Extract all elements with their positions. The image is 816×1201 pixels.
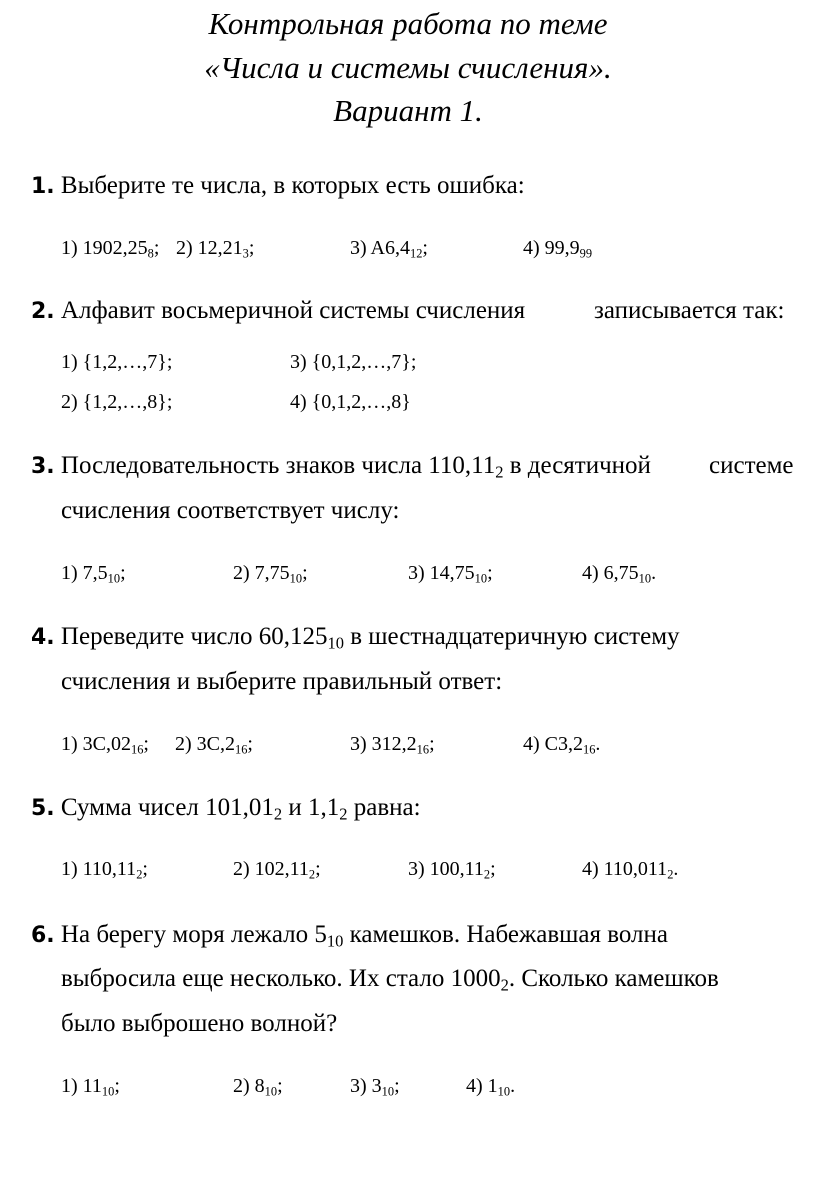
title-line-3: Вариант 1. bbox=[333, 93, 483, 128]
question-5-text bbox=[31, 794, 421, 824]
q1-answer-1: 1) $1902,25_8$; bbox=[61, 237, 160, 261]
q2-answer-1: 1) {1,2,…,7}; bbox=[61, 351, 173, 373]
q6-answer-1: 1) $11_{10}$; bbox=[61, 1075, 120, 1099]
q3-answer-2: 2) $7,75_{10}$; bbox=[233, 562, 308, 586]
q5-answer-3: 3) $100,11_2$; bbox=[408, 858, 496, 882]
question-6-text-line-3: было выброшено волной? bbox=[61, 1010, 338, 1037]
q6-answer-3: 3) $3_{10}$; bbox=[350, 1075, 400, 1099]
question-number: 5. bbox=[31, 796, 55, 821]
question-number: 1. bbox=[31, 174, 55, 199]
question-3-text-line-2: счисления соответствует числу: bbox=[61, 497, 400, 524]
q1-answer-3: 3) $A6,4_{12}$; bbox=[350, 237, 428, 261]
q4-answer-1: 1) $3C,02_{16}$; bbox=[61, 733, 149, 757]
question-number: 4. bbox=[31, 625, 55, 650]
question-4-text bbox=[31, 623, 680, 653]
question-6-text-line-2: выбросила еще несколько. Их стало $1000_2$. Сколько камешков bbox=[61, 965, 719, 995]
question-number: 6. bbox=[31, 923, 55, 948]
question-2-text-end: записывается так: bbox=[594, 297, 785, 324]
q4-answer-4: 4) $C3,2_{16}$. bbox=[523, 733, 601, 757]
title-line-2: «Числа и системы счисления». bbox=[204, 50, 612, 85]
question-text: Последовательность знаков числа $110,11_2$ в десятичной bbox=[60, 452, 651, 482]
q6-answer-2: 2) $8_{10}$; bbox=[233, 1075, 283, 1099]
question-text: Выберите те числа, в которых есть ошибка: bbox=[60, 172, 525, 199]
question-1-text bbox=[31, 173, 525, 198]
question-number: 2. bbox=[31, 299, 55, 324]
q4-answer-3: 3) $312,2_{16}$; bbox=[350, 733, 435, 757]
question-text: Алфавит восьмеричной системы счисления bbox=[60, 297, 526, 324]
question-4-text-line-2: счисления и выберите правильный ответ: bbox=[61, 668, 503, 695]
question-text: На берегу моря лежало $5_{10}$ камешков. Набежавшая волна bbox=[60, 921, 668, 951]
question-text: Переведите число $60,125_{10}$ в шестнадцатеричную систему bbox=[60, 623, 680, 653]
question-2-text bbox=[31, 298, 525, 323]
question-3-text bbox=[31, 452, 651, 482]
q2-answer-4: 4) {0,1,2,…,8} bbox=[290, 391, 411, 413]
question-text: Сумма чисел $101,01_2$ и $1,1_2$ равна: bbox=[60, 794, 421, 824]
q1-answer-4: 4) $99,9_{99}$ bbox=[523, 237, 593, 261]
question-number: 3. bbox=[31, 454, 55, 479]
q5-answer-2: 2) $102,11_2$; bbox=[233, 858, 321, 882]
q3-answer-3: 3) $14,75_{10}$; bbox=[408, 562, 493, 586]
q3-answer-4: 4) $6,75_{10}$. bbox=[582, 562, 657, 586]
q5-answer-4: 4) $110,011_2$. bbox=[582, 858, 679, 882]
q6-answer-4: 4) $1_{10}$. bbox=[466, 1075, 516, 1099]
q5-answer-1: 1) $110,11_2$; bbox=[61, 858, 148, 882]
q1-answer-2: 2) $12,21_3$; bbox=[176, 237, 255, 261]
q3-answer-1: 1) $7,5_{10}$; bbox=[61, 562, 126, 586]
q4-answer-2: 2) $3C,2_{16}$; bbox=[175, 733, 253, 757]
question-3-text-end: системе bbox=[709, 452, 794, 479]
q2-answer-3: 3) {0,1,2,…,7}; bbox=[290, 351, 417, 373]
title-line-1: Контрольная работа по теме bbox=[208, 6, 608, 41]
q2-answer-2: 2) {1,2,…,8}; bbox=[61, 391, 173, 413]
question-6-text bbox=[31, 921, 668, 951]
